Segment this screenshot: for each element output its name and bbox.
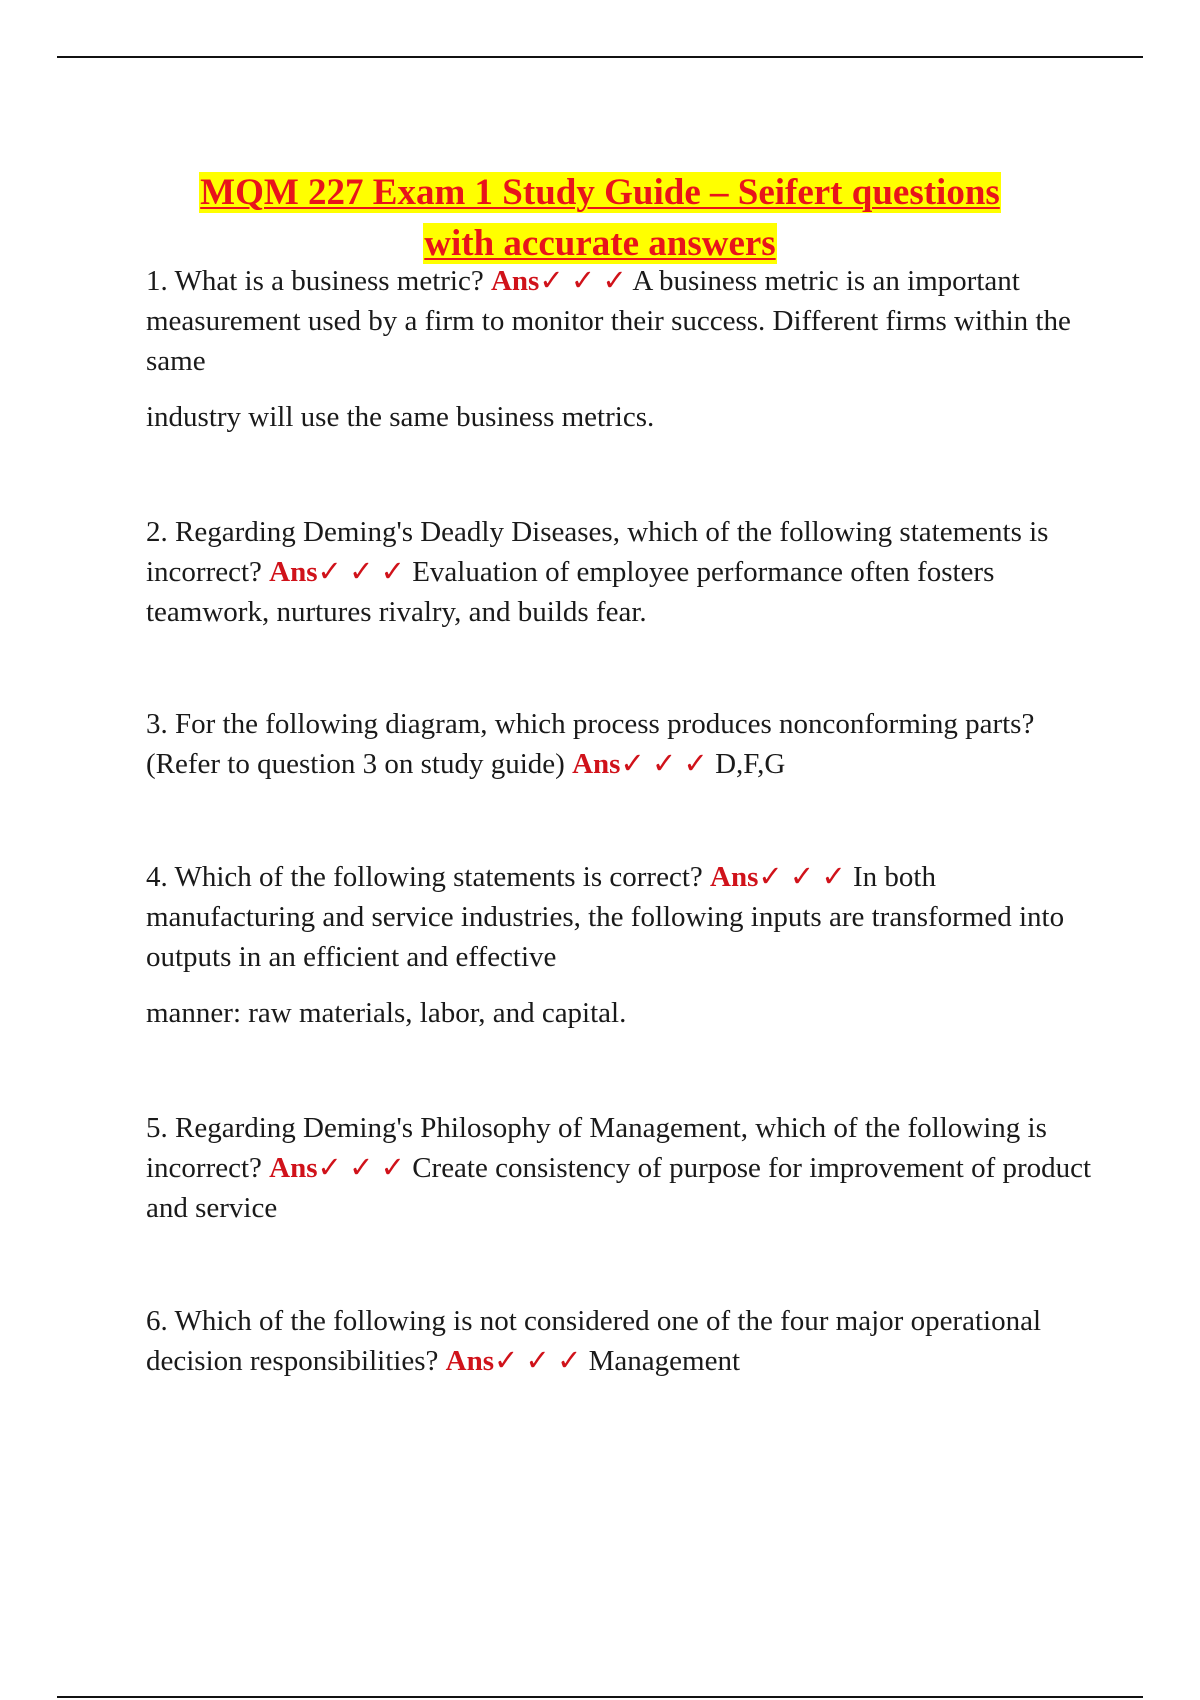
checkmarks-icon: ✓ ✓ ✓ — [758, 861, 846, 893]
answer-continuation: industry will use the same business metrics. — [146, 401, 655, 433]
answer-continuation: manner: raw materials, labor, and capital. — [146, 997, 627, 1029]
bottom-rule — [57, 1696, 1143, 1698]
title-line-1: MQM 227 Exam 1 Study Guide – Seifert questions — [200, 171, 1000, 213]
answer-text: Management — [588, 1345, 741, 1377]
qa-paragraph — [146, 1301, 1096, 1381]
answer-text: In both manufacturing and service industries, the following inputs are transformed into outputs in an efficient and effective — [146, 861, 1065, 973]
qa-paragraph — [146, 857, 1096, 977]
qa-paragraph — [146, 704, 1096, 784]
question-text: 4. Which of the following statements is correct? — [146, 861, 703, 893]
qa-item-4 — [146, 857, 1096, 1033]
question-text: 5. Regarding Deming's Philosophy of Management, which of the following is incorrect? — [146, 1112, 1047, 1184]
answer-label: Ans — [445, 1345, 494, 1377]
qa-paragraph — [146, 512, 1096, 632]
checkmarks-icon: ✓ ✓ ✓ — [317, 1152, 405, 1184]
answer-text: Create consistency of purpose for improvement of product and service — [146, 1152, 1092, 1224]
question-text: 3. For the following diagram, which process produces nonconforming parts? (Refer to question 3 on study guide) — [146, 708, 1035, 780]
question-text: 1. What is a business metric? — [146, 265, 484, 297]
qa-item-6 — [146, 1301, 1096, 1381]
checkmarks-icon: ✓ ✓ ✓ — [539, 265, 627, 297]
qa-paragraph — [146, 261, 1096, 381]
checkmarks-icon: ✓ ✓ ✓ — [317, 556, 405, 588]
top-rule — [57, 56, 1143, 58]
question-text: 2. Regarding Deming's Deadly Diseases, which of the following statements is incorrect? — [146, 516, 1049, 588]
answer-text: Evaluation of employee performance often fosters teamwork, nurtures rivalry, and builds fear. — [146, 556, 995, 628]
qa-item-3 — [146, 704, 1096, 784]
answer-text: D,F,G — [715, 748, 786, 780]
qa-item-1 — [146, 261, 1096, 437]
answer-label: Ans — [710, 861, 759, 893]
checkmarks-icon: ✓ ✓ ✓ — [493, 1345, 582, 1377]
answer-label: Ans — [269, 1152, 318, 1184]
qa-paragraph — [146, 1108, 1096, 1228]
title-line-2: with accurate answers — [424, 222, 776, 264]
answer-label: Ans — [490, 265, 540, 297]
answer-label: Ans — [269, 556, 318, 588]
document-title — [100, 167, 1100, 269]
qa-item-2 — [146, 512, 1096, 632]
question-text: 6. Which of the following is not considered one of the four major operational decision responsibilities? — [146, 1305, 1042, 1377]
checkmarks-icon: ✓ ✓ ✓ — [620, 748, 708, 780]
answer-text: A business metric is an important measurement used by a firm to monitor their success. Different firms within the same — [146, 265, 1071, 377]
qa-item-5 — [146, 1108, 1096, 1228]
answer-label: Ans — [572, 748, 621, 780]
